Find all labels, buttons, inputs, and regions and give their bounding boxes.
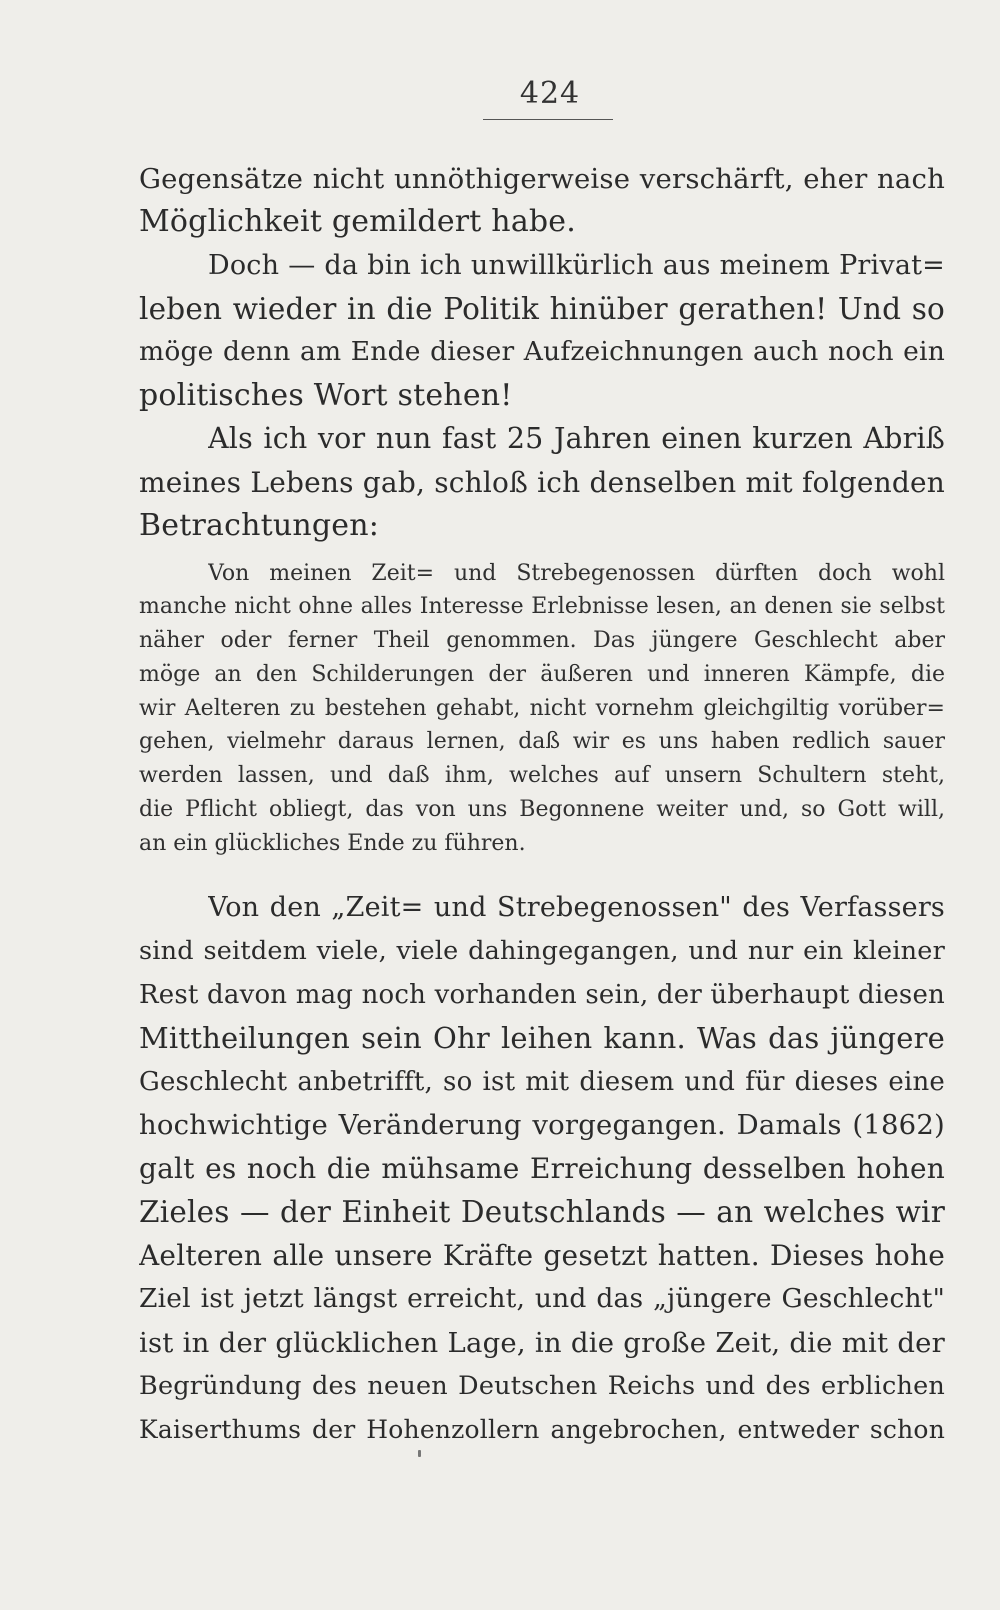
text-line: Aelteren alle unsere Kräfte gesetzt hatten. Dieses hohe [139,1239,945,1272]
text-line: Von den „Zeit= und Strebegenossen" des Verfassers [208,892,945,923]
text-line: Zieles — der Einheit Deutschlands — an welches wir [139,1195,945,1229]
print-speck [418,1450,421,1457]
quote-line: an ein glückliches Ende zu führen. [139,831,526,856]
quote-line: Von meinen Zeit= und Strebegenossen dürften doch wohl [208,561,945,586]
text-line: leben wieder in die Politik hinüber gerathen! Und so [139,292,945,326]
quote-line: wir Aelteren zu bestehen gehabt, nicht vornehm gleichgiltig vorüber= [139,696,945,721]
text-line: Doch — da bin ich unwillkürlich aus meinem Privat= [208,250,945,281]
text-line: Rest davon mag noch vorhanden sein, der überhaupt diesen [139,980,945,1010]
text-line: möge denn am Ende dieser Aufzeichnungen auch noch ein [139,336,945,367]
header-rule [483,119,613,120]
quote-line: die Pflicht obliegt, das von uns Begonnene weiter und, so Gott will, [139,797,945,822]
text-line: meines Lebens gab, schloß ich denselben mit folgenden [139,466,945,499]
text-line: Möglichkeit gemildert habe. [139,204,577,239]
quote-line: manche nicht ohne alles Interesse Erlebnisse lesen, an denen sie selbst [139,594,945,619]
text-line: Ziel ist jetzt längst erreicht, und das „jüngere Geschlecht" [139,1283,945,1314]
quote-line: näher oder ferner Theil genommen. Das jüngere Geschlecht aber [139,628,945,653]
text-line: Kaiserthums der Hohenzollern angebrochen, entweder schon [139,1415,945,1444]
text-line: Mittheilungen sein Ohr leihen kann. Was das jüngere [139,1021,945,1055]
page-number: 424 [519,76,581,111]
text-line: politisches Wort stehen! [139,378,513,413]
quote-line: gehen, vielmehr daraus lernen, daß wir es uns haben redlich sauer [139,729,945,754]
text-line: Begründung des neuen Deutschen Reichs und des erblichen [139,1371,945,1401]
text-line: sind seitdem viele, viele dahingegangen, und nur ein kleiner [139,936,945,966]
quote-line: werden lassen, und daß ihm, welches auf unsern Schultern steht, [139,763,945,788]
text-line: Geschlecht anbetrifft, so ist mit diesem und für dieses eine [139,1067,945,1097]
text-line: ist in der glücklichen Lage, in die große Zeit, die mit der [139,1327,945,1359]
quote-line: möge an den Schilderungen der äußeren und inneren Kämpfe, die [139,662,945,687]
text-line: hochwichtige Veränderung vorgegangen. Damals (1862) [139,1109,945,1141]
text-line: Als ich vor nun fast 25 Jahren einen kurzen Abriß [208,422,945,455]
text-line: Gegensätze nicht unnöthigerweise verschärft, eher nach [139,163,945,195]
text-line: Betrachtungen: [139,508,380,543]
text-line: galt es noch die mühsame Erreichung desselben hohen [139,1152,945,1185]
